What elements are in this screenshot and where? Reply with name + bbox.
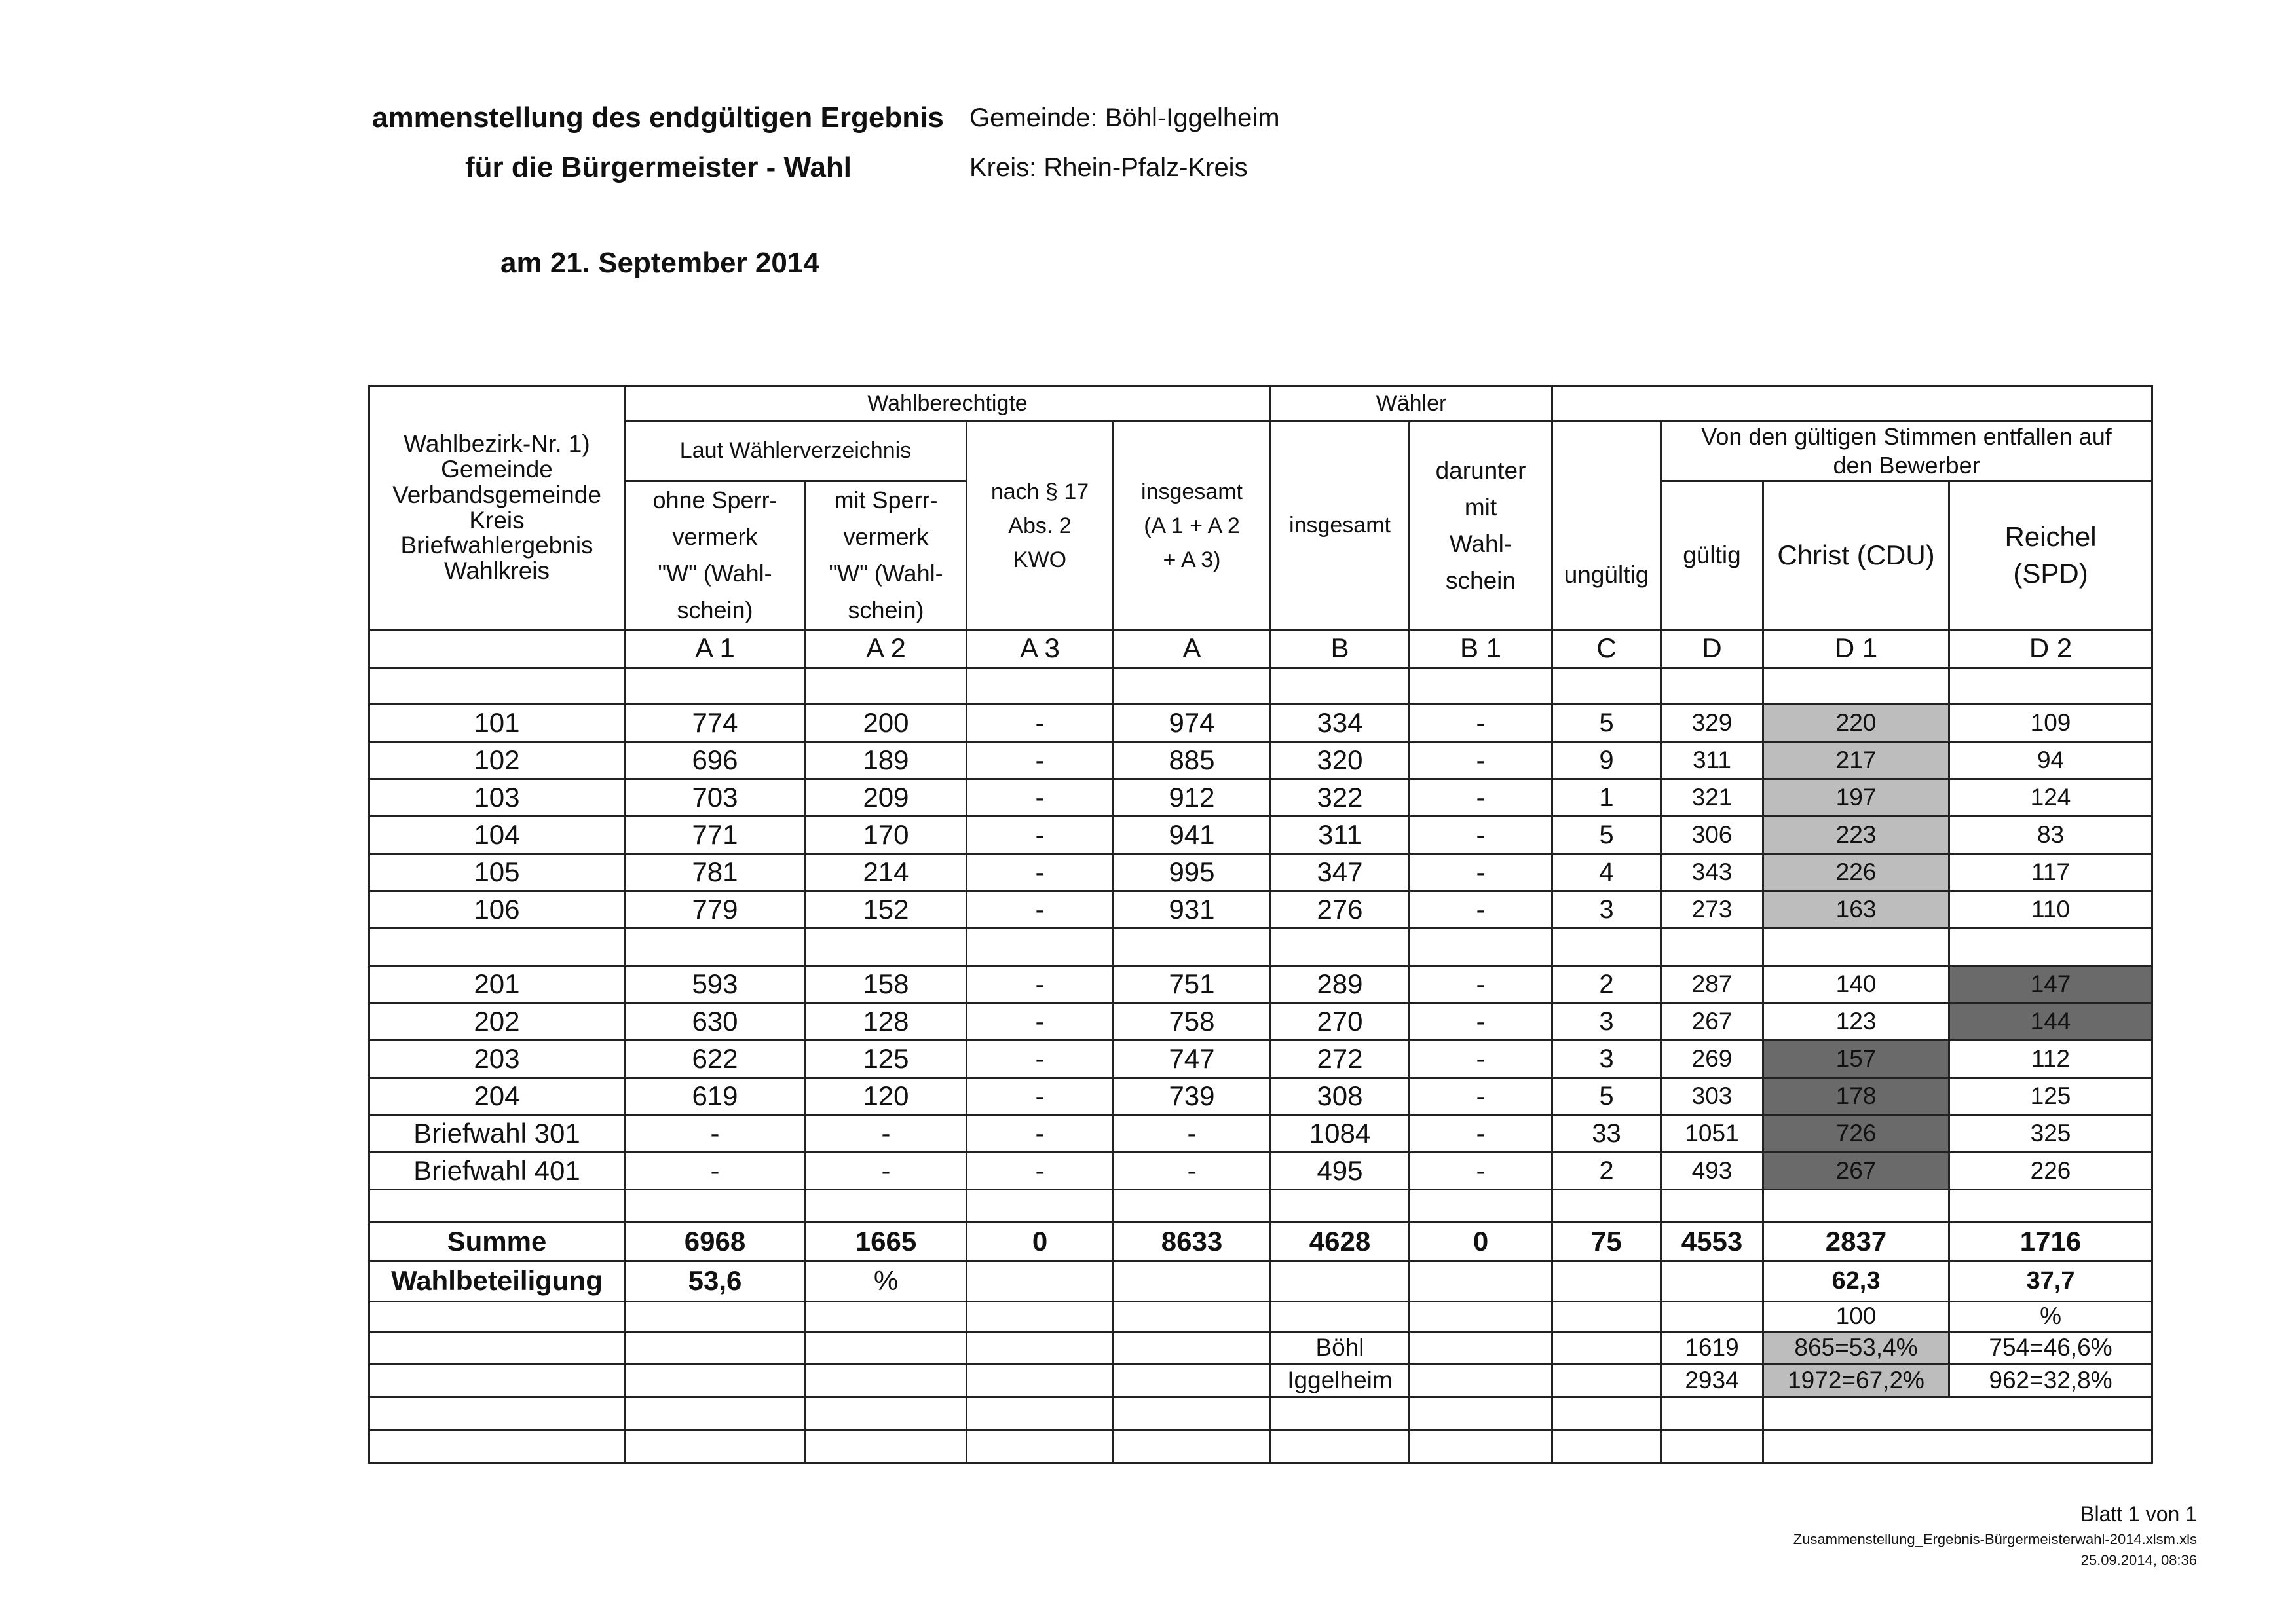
col-header-waehler: Wähler <box>1271 386 1552 422</box>
spacer-row <box>369 929 2152 966</box>
header-empty-top <box>1552 386 2152 422</box>
table-row: 103 703 209 - 912 322 - 1 321 197 124 <box>369 779 2152 817</box>
table-row: 203 622 125 - 747 272 - 3 269 157 112 <box>369 1041 2152 1078</box>
table-row: 202 630 128 - 758 270 - 3 267 123 144 <box>369 1003 2152 1041</box>
page-number: Blatt 1 von 1 <box>2080 1502 2197 1526</box>
code-b: B <box>1271 630 1410 668</box>
code-a1: A 1 <box>625 630 806 668</box>
table-row: 106 779 152 - 931 276 - 3 273 163 110 <box>369 891 2152 929</box>
code-a3: A 3 <box>967 630 1114 668</box>
table-row: 104 771 170 - 941 311 - 5 306 223 83 <box>369 817 2152 854</box>
spacer-row <box>369 1190 2152 1223</box>
results-table-body <box>368 385 2153 1464</box>
table-row: 101 774 200 - 974 334 - 5 329 220 109 <box>369 705 2152 742</box>
col-header-wahlberechtigte: Wahlberechtigte <box>625 386 1271 422</box>
code-d: D <box>1661 630 1763 668</box>
file-name: Zusammenstellung_Ergebnis-Bürgermeisterwahl-2014.xlsm.xls <box>1793 1531 2197 1547</box>
wahlbeteiligung-row: Wahlbeteiligung 53,6 % 62,3 37,7 <box>369 1261 2152 1302</box>
percent-row: 100 % <box>369 1302 2152 1332</box>
title-line-1: ammenstellung des endgültigen Ergebnis <box>372 101 944 134</box>
code-b1: B 1 <box>1410 630 1552 668</box>
table-row: 201 593 158 - 751 289 - 2 287 140 147 <box>369 966 2152 1003</box>
spacer-row <box>369 1430 2152 1463</box>
table-row: 204 619 120 - 739 308 - 5 303 178 125 <box>369 1078 2152 1115</box>
col-header-d: gültig <box>1661 481 1763 630</box>
table-row: 105 781 214 - 995 347 - 4 343 226 117 <box>369 854 2152 891</box>
code-d1: D 1 <box>1763 630 1949 668</box>
code-a2: A 2 <box>806 630 967 668</box>
code-a: A <box>1114 630 1271 668</box>
col-header-b: insgesamt <box>1271 422 1410 630</box>
boehl-row: Böhl 1619 865=53,4% 754=46,6% <box>369 1332 2152 1365</box>
col-header-bezirk: Wahlbezirk-Nr. 1) Gemeinde Verbandsgemeinde Kreis Briefwahlergebnis Wahlkreis <box>369 386 625 630</box>
kreis-label: Kreis: Rhein-Pfalz-Kreis <box>969 153 1248 182</box>
election-date: am 21. September 2014 <box>500 247 819 279</box>
spacer-row <box>369 668 2152 705</box>
title-line-2: für die Bürgermeister - Wahl <box>465 151 852 183</box>
col-header-a3: nach § 17 Abs. 2 KWO <box>967 422 1114 630</box>
table-row: Briefwahl 401 - - - - 495 - 2 493 267 226 <box>369 1153 2152 1190</box>
print-timestamp: 25.09.2014, 08:36 <box>2080 1552 2197 1568</box>
col-header-d1: Christ (CDU) <box>1763 481 1949 630</box>
col-header-a: insgesamt (A 1 + A 2 + A 3) <box>1114 422 1271 630</box>
spacer-row <box>369 1397 2152 1430</box>
code-d2: D 2 <box>1949 630 2152 668</box>
col-header-von-den-gueltigen: Von den gültigen Stimmen entfallen auf den Bewerber <box>1661 422 2152 481</box>
col-header-b1: darunter mit Wahl- schein <box>1410 422 1552 630</box>
table-row: Briefwahl 301 - - - - 1084 - 33 1051 726 325 <box>369 1115 2152 1153</box>
table-row: 102 696 189 - 885 320 - 9 311 217 94 <box>369 742 2152 779</box>
iggelheim-row: Iggelheim 2934 1972=67,2% 962=32,8% <box>369 1365 2152 1397</box>
col-header-c: ungültig <box>1552 422 1661 630</box>
code-c: C <box>1552 630 1661 668</box>
col-header-d2: Reichel (SPD) <box>1949 481 2152 630</box>
col-header-laut-verzeichnis: Laut Wählerverzeichnis <box>625 422 967 481</box>
col-header-a2: mit Sperr- vermerk "W" (Wahl- schein) <box>806 481 967 630</box>
gemeinde-label: Gemeinde: Böhl-Iggelheim <box>969 103 1280 132</box>
summe-row: Summe 6968 1665 0 8633 4628 0 75 4553 2837 1716 <box>369 1223 2152 1261</box>
col-header-a1: ohne Sperr- vermerk "W" (Wahl- schein) <box>625 481 806 630</box>
code-empty <box>369 630 625 668</box>
